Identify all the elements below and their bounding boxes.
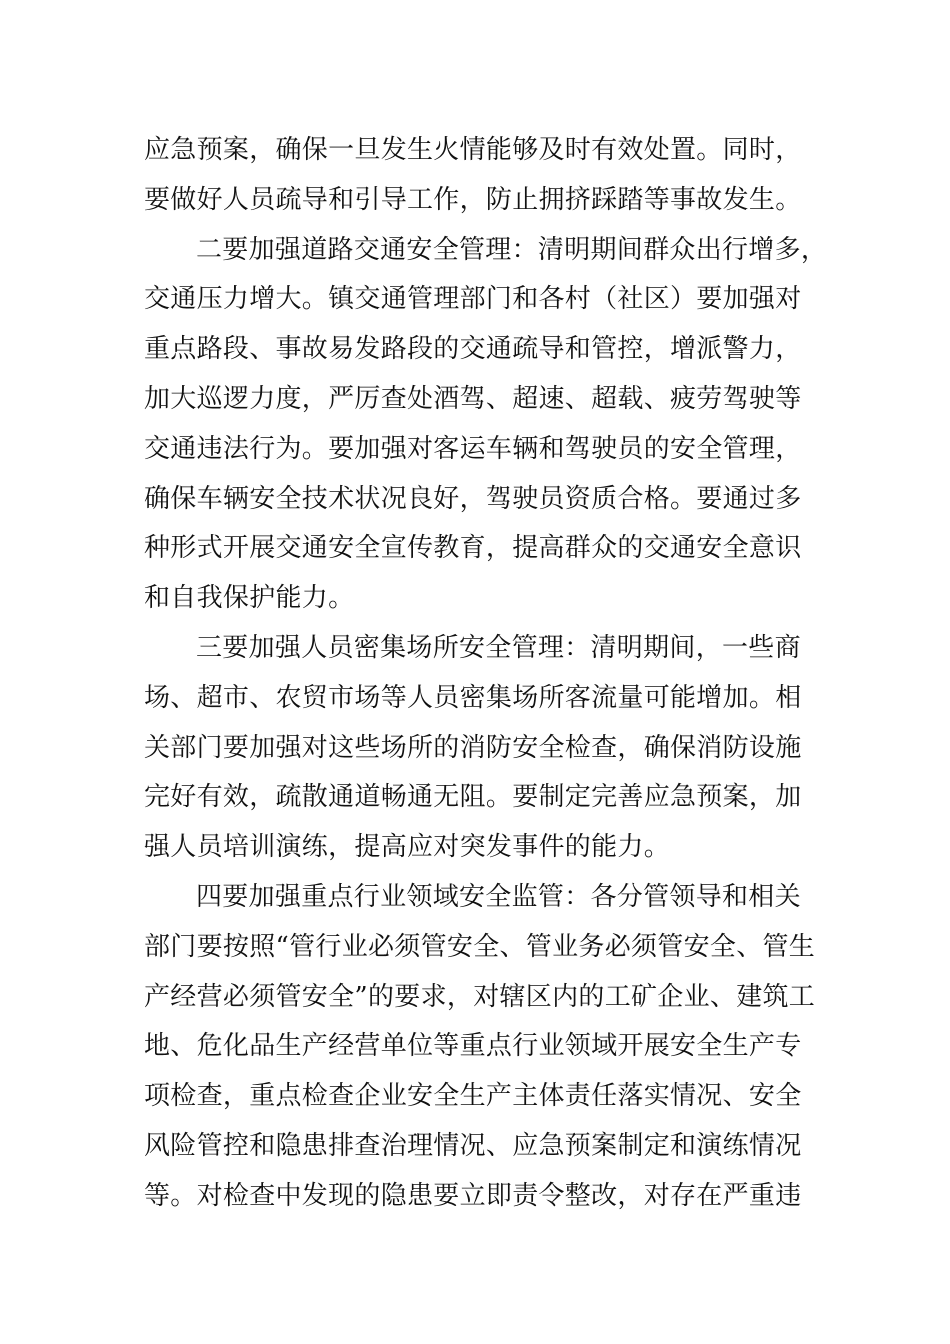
paragraph-first-line: 四要加强重点行业领域安全监管：各分管领导和相关 <box>196 881 801 912</box>
paragraph-line: 关部门要加强对这些场所的消防安全检查，确保消防设施 <box>144 732 802 763</box>
paragraph-line: 风险管控和隐患排查治理情况、应急预案制定和演练情况 <box>144 1130 802 1161</box>
paragraph-line: 项检查，重点检查企业安全生产主体责任落实情况、安全 <box>144 1081 802 1112</box>
paragraph-first-line: 二要加强道路交通安全管理：清明期间群众出行增多， <box>196 234 828 265</box>
paragraph-line: 和自我保护能力。 <box>144 583 355 614</box>
paragraph-line: 场、超市、农贸市场等人员密集场所客流量可能增加。相 <box>144 682 802 713</box>
paragraph-line: 确保车辆安全技术状况良好，驾驶员资质合格。要通过多 <box>144 483 802 514</box>
paragraph-line: 产经营必须管安全”的要求，对辖区内的工矿企业、建筑工 <box>144 981 816 1012</box>
body-text <box>144 126 828 1222</box>
paragraph-line: 种形式开展交通安全宣传教育，提高群众的交通安全意识 <box>144 533 802 564</box>
paragraph-line: 强人员培训演练，提高应对突发事件的能力。 <box>144 832 671 863</box>
paragraph-line: 要做好人员疏导和引导工作，防止拥挤踩踏等事故发生。 <box>144 184 802 215</box>
paragraph-first-line: 三要加强人员密集场所安全管理：清明期间，一些商 <box>196 632 801 663</box>
paragraph-line: 完好有效，疏散通道畅通无阻。要制定完善应急预案，加 <box>144 782 802 813</box>
paragraph-line: 地、危化品生产经营单位等重点行业领域开展安全生产专 <box>144 1031 802 1062</box>
paragraph-line: 加大巡逻力度，严厉查处酒驾、超速、超载、疲劳驾驶等 <box>144 383 802 414</box>
paragraph-line: 应急预案，确保一旦发生火情能够及时有效处置。同时， <box>144 135 802 165</box>
paragraph-line: 重点路段、事故易发路段的交通疏导和管控，增派警力， <box>144 334 802 365</box>
paragraph-line: 等。对检查中发现的隐患要立即责令整改，对存在严重违 <box>144 1180 802 1211</box>
paragraph-line: 交通违法行为。要加强对客运车辆和驾驶员的安全管理， <box>144 433 802 464</box>
paragraph-line: 交通压力增大。镇交通管理部门和各村（社区）要加强对 <box>144 284 802 315</box>
paragraph-line: 部门要按照“管行业必须管安全、管业务必须管安全、管生 <box>144 931 816 962</box>
